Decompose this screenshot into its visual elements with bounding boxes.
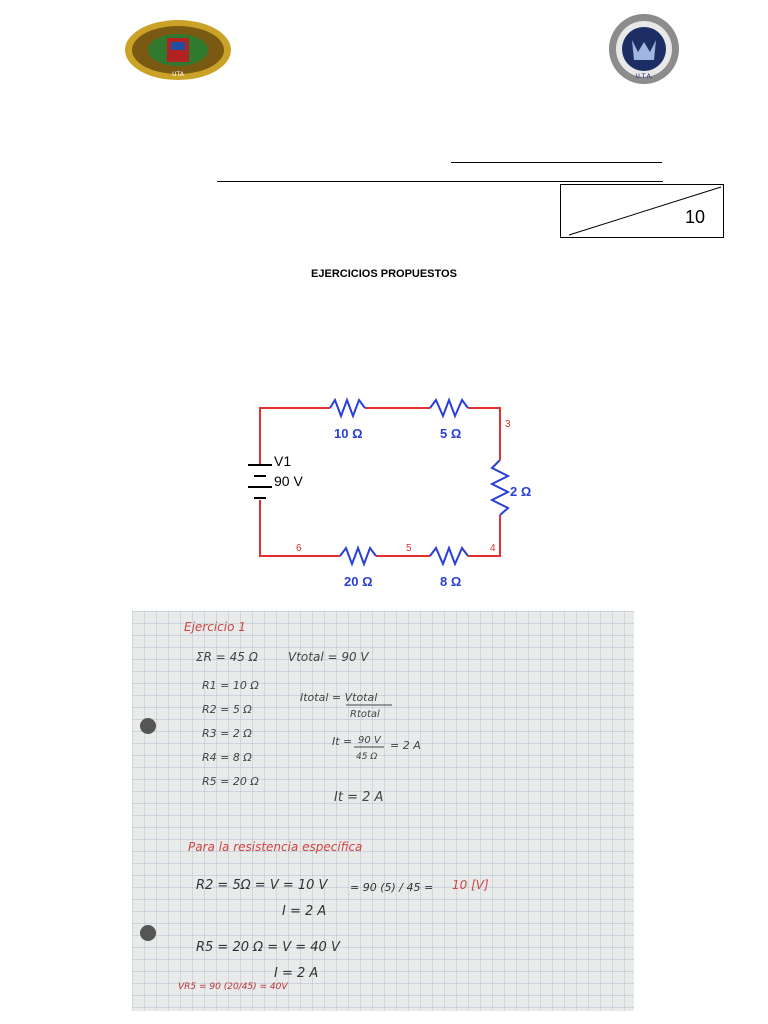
resistor-20 — [340, 548, 376, 564]
grade-score: 10 — [684, 207, 705, 227]
notes-r2-line: R2 = 5Ω = V = 10 V — [196, 878, 328, 893]
resistor-10 — [330, 400, 365, 416]
notes-r2-current: I = 2 A — [282, 904, 327, 919]
handwritten-notes-photo — [132, 611, 634, 1011]
notes-i-formula-num: Itotal = Vtotal — [300, 691, 378, 704]
notes-heading: Ejercicio 1 — [184, 620, 246, 634]
source-name: V1 — [274, 453, 292, 469]
notes-r4: R4 = 8 Ω — [202, 751, 252, 764]
notes-i-calc-den: 45 Ω — [356, 752, 378, 762]
node-4: 4 — [490, 543, 496, 554]
wire-right-top — [468, 408, 500, 460]
notes-i-formula-den: Rtotal — [350, 709, 380, 720]
notes-i-calc-num: 90 V — [358, 735, 381, 746]
notes-r2: R2 = 5 Ω — [202, 703, 252, 716]
notes-r5: R5 = 20 Ω — [202, 775, 259, 788]
notes-sum-r: ΣR = 45 Ω — [196, 650, 258, 664]
wire-top — [260, 408, 330, 465]
notes-r3: R3 = 2 Ω — [202, 727, 252, 740]
label-r10: 10 Ω — [334, 426, 363, 441]
name-line — [451, 162, 662, 163]
notes-r5-line: R5 = 20 Ω = V = 40 V — [196, 940, 340, 955]
binder-hole-bottom — [140, 925, 156, 941]
notes-section: Para la resistencia específica — [188, 840, 363, 854]
resistor-5 — [430, 400, 468, 416]
engineering-logo — [598, 12, 690, 86]
notes-vtotal: Vtotal = 90 V — [288, 650, 369, 664]
binder-hole-top — [140, 718, 156, 734]
label-r8: 8 Ω — [440, 574, 462, 589]
label-r2: 2 Ω — [510, 484, 532, 499]
notes-r1: R1 = 10 Ω — [202, 679, 259, 692]
node-6: 6 — [296, 543, 302, 554]
university-logo — [123, 18, 233, 82]
notes-r5-current: I = 2 A — [274, 966, 319, 981]
notes-i-total: It = 2 A — [334, 790, 384, 805]
circuit-diagram — [240, 390, 540, 595]
notes-r2-result: 10 [V] — [452, 878, 489, 892]
resistor-2 — [492, 460, 508, 515]
node-3: 3 — [505, 419, 511, 430]
node-5: 5 — [406, 543, 412, 554]
grade-box — [560, 184, 724, 238]
course-line — [217, 181, 663, 182]
label-r20: 20 Ω — [344, 574, 373, 589]
notes-r5-calc: VR5 = 90 (20/45) = 40V — [178, 982, 288, 992]
notes-it-label: It = — [332, 735, 353, 748]
svg-text:U.T.A.: U.T.A. — [635, 73, 653, 80]
page-title: EJERCICIOS PROPUESTOS — [311, 268, 457, 280]
source-value: 90 V — [274, 473, 303, 489]
resistor-8 — [430, 548, 468, 564]
notes-r2-calc: = 90 (5) / 45 = — [350, 881, 434, 894]
label-r5: 5 Ω — [440, 426, 462, 441]
notes-i-calc-result: = 2 A — [390, 739, 421, 752]
svg-text:UTA: UTA — [172, 71, 184, 78]
